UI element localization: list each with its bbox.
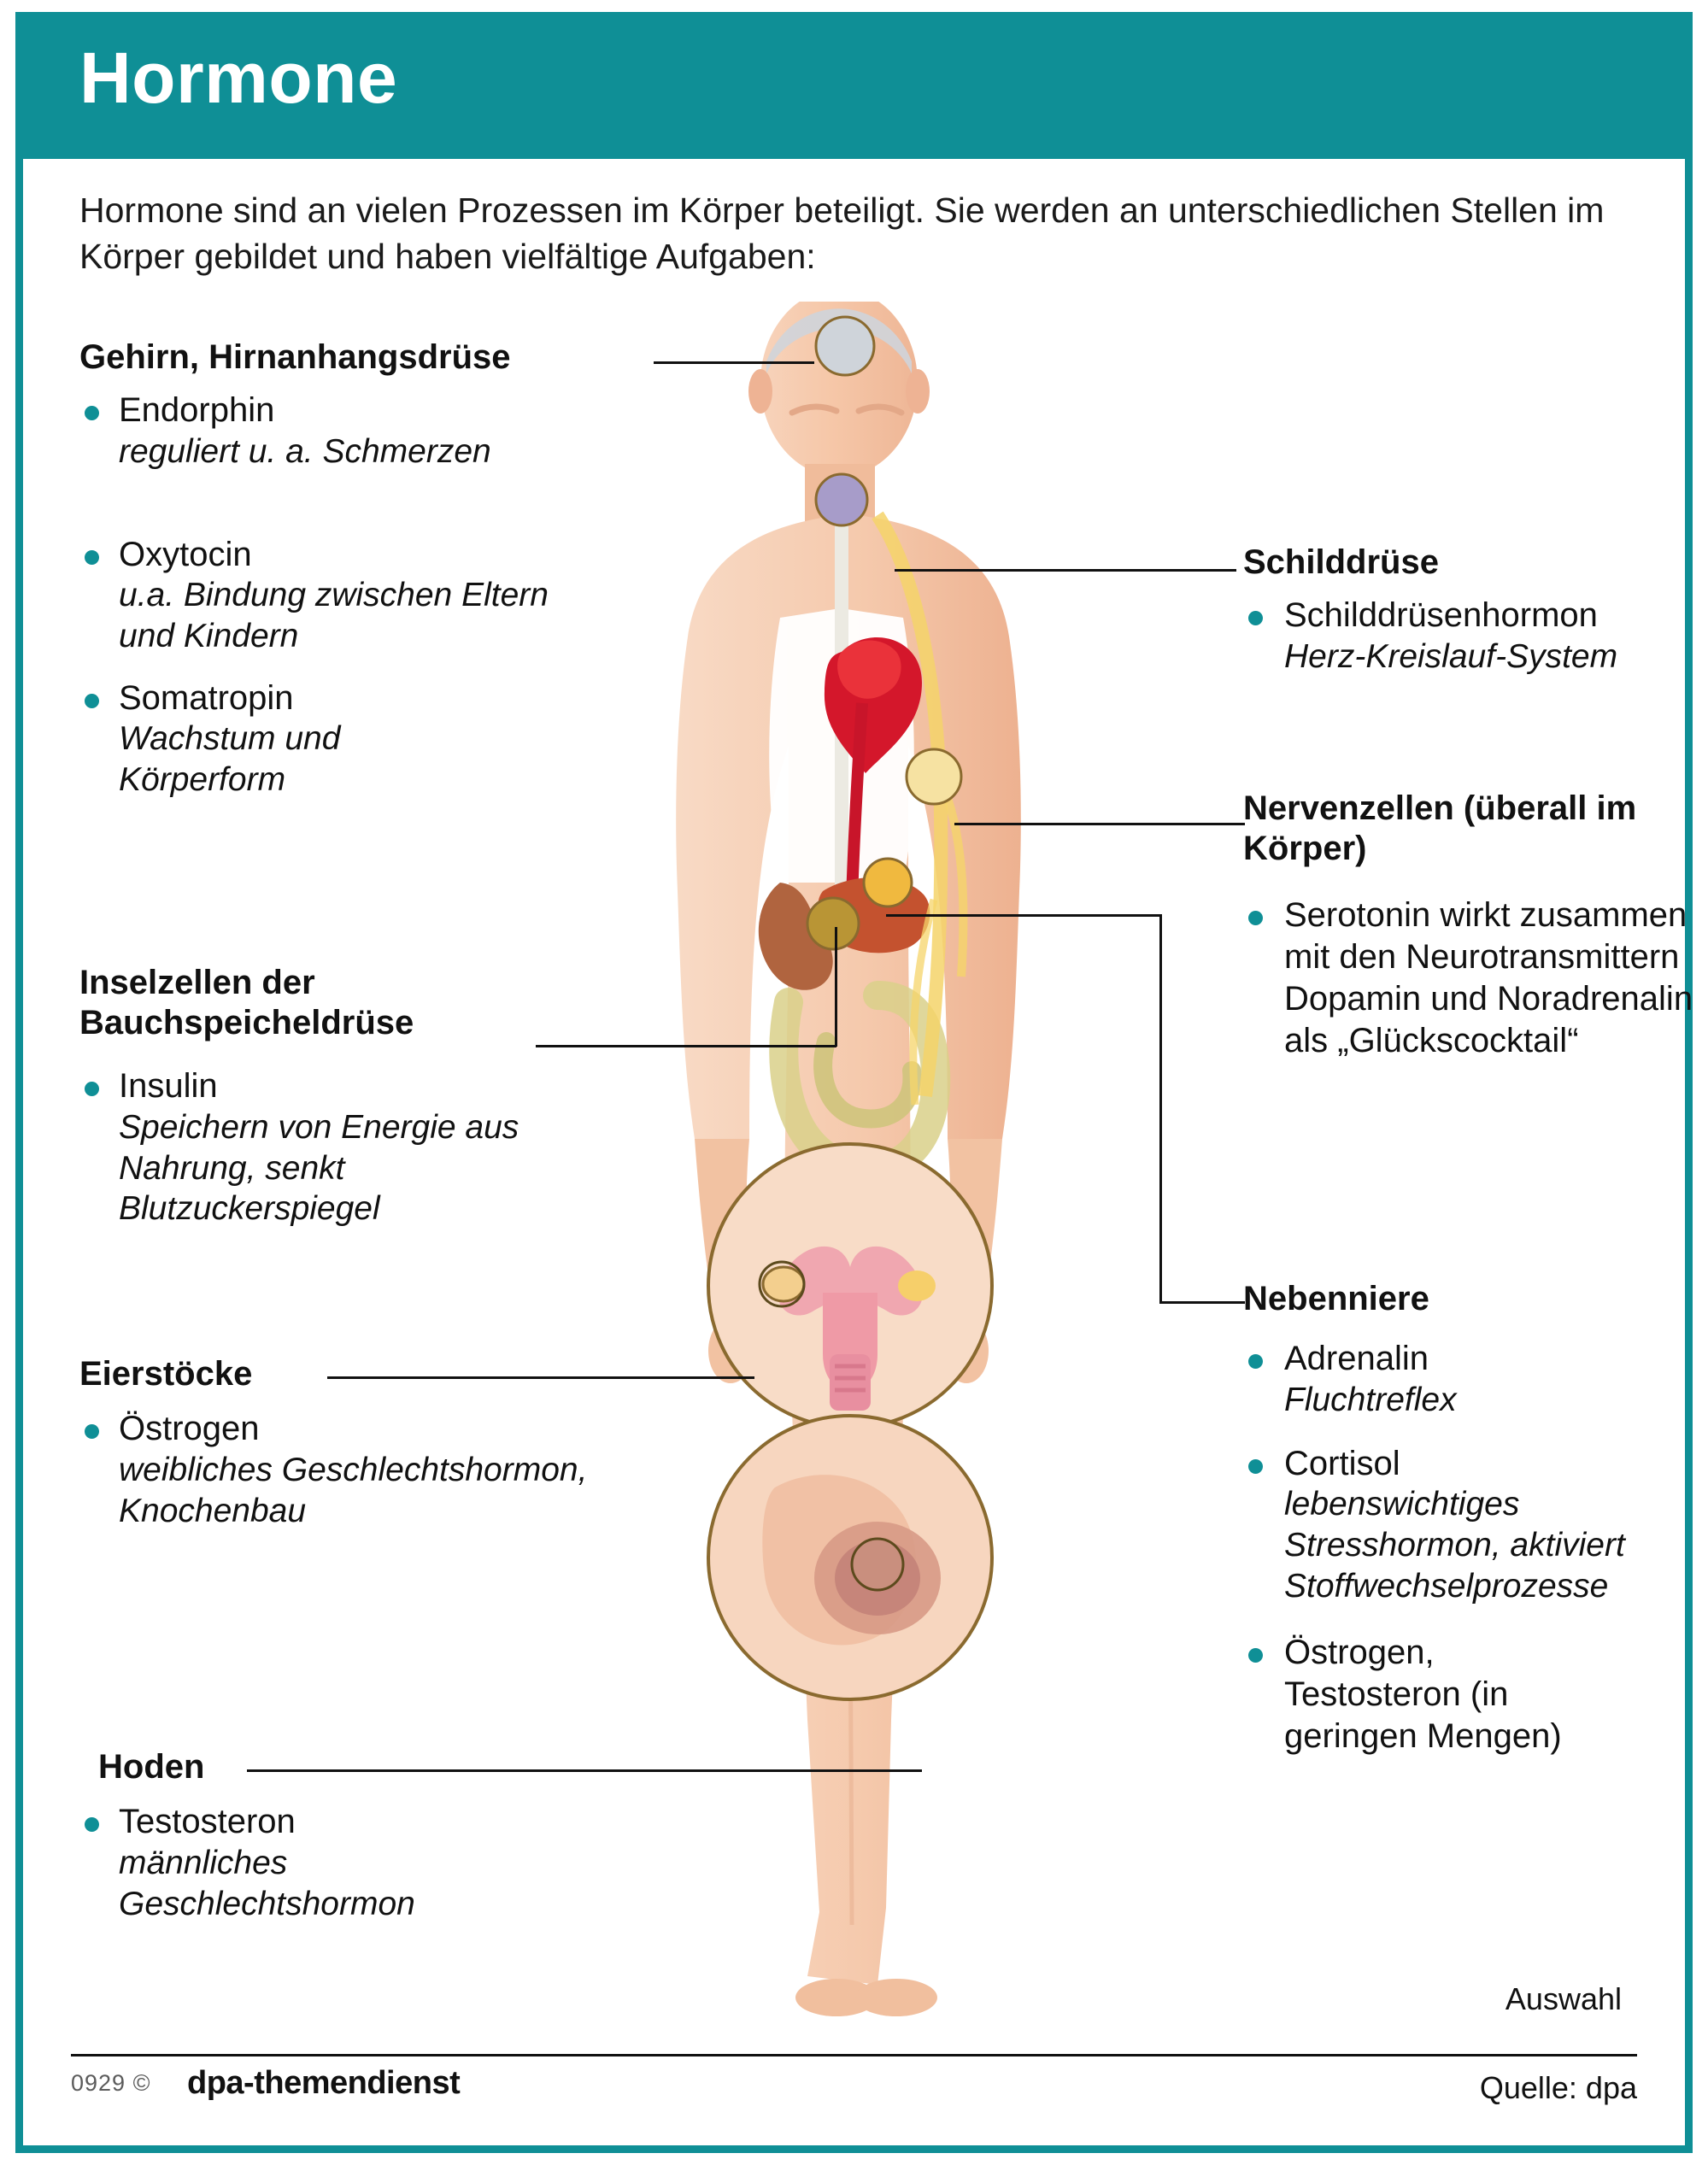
hormone-name: Adrenalin xyxy=(1284,1340,1429,1378)
section-eierstoecke xyxy=(79,1354,592,1531)
intro-text: Hormone sind an vielen Prozessen im Körper beteiligt. Sie werden an unterschiedlichen Stellen im Körper gebildet und haben vielfältige Aufgaben: xyxy=(79,191,1605,277)
hormone-name: Oxytocin xyxy=(119,535,252,573)
section-title: Inselzellen der Bauchspeicheldrüse xyxy=(79,964,414,1042)
section-nebenniere xyxy=(1243,1279,1705,1757)
bullet-dot xyxy=(1248,911,1263,925)
human-body-svg xyxy=(621,302,1151,2019)
hormone-name: Endorphin xyxy=(119,391,275,430)
leader-line-thyroid xyxy=(895,569,1236,572)
footer xyxy=(71,2063,1637,2115)
page-title: Hormone xyxy=(79,38,398,118)
section-title: Nebenniere xyxy=(1243,1280,1429,1317)
bullet-dot xyxy=(85,1082,99,1096)
hormone-desc: Fluchtreflex xyxy=(1284,1381,1457,1418)
list-item xyxy=(1243,1632,1705,1757)
list-item xyxy=(1243,1338,1705,1420)
figure-note: Auswahl xyxy=(1505,1981,1622,2016)
hormone-desc: Speichern von Energie aus Nahrung, senkt Blutzuckerspiegel xyxy=(119,1109,519,1228)
section-title: Schilddrüse xyxy=(1243,543,1439,581)
bullet-dot xyxy=(1248,1459,1263,1474)
hormone-desc: reguliert u. a. Schmerzen xyxy=(119,432,491,470)
hormone-name: Cortisol xyxy=(1284,1444,1400,1482)
bullet-dot xyxy=(85,1817,99,1832)
bullet-dot xyxy=(85,1424,99,1439)
hormone-desc: männliches Geschlechtshormon xyxy=(119,1844,415,1922)
section-title: Eierstöcke xyxy=(79,1355,253,1393)
list-item xyxy=(1243,595,1705,677)
list-item xyxy=(1243,895,1705,1061)
list-item xyxy=(79,1065,592,1229)
bullet-dot xyxy=(1248,1354,1263,1369)
leader-line-pancreas-vertical xyxy=(835,927,837,1047)
leader-line-adrenal-end xyxy=(1159,1301,1245,1304)
section-inselzellen xyxy=(79,963,592,1229)
section-title: Nervenzellen (überall im Körper) xyxy=(1243,789,1637,868)
bullet-dot xyxy=(85,694,99,708)
hormone-desc: Herz-Kreislauf-System xyxy=(1284,637,1618,675)
hormone-desc: weibliches Geschlechtshormon, Knochenbau xyxy=(119,1451,588,1529)
hormone-desc: Wachstum und Körperform xyxy=(119,720,341,798)
hormone-desc: u.a. Bindung zwischen Eltern und Kindern xyxy=(119,577,549,654)
bullet-dot xyxy=(85,406,99,420)
header-band xyxy=(23,20,1685,159)
hormone-name: Serotonin wirkt zusammen mit den Neurotransmittern Dopamin und Noradrenalin als „Glückscocktail“ xyxy=(1284,896,1693,1059)
hormone-name: Schilddrüsenhormon xyxy=(1284,596,1598,635)
leader-line-adrenal xyxy=(886,914,1161,917)
footer-code: 0929 © xyxy=(71,2070,151,2096)
hormone-name: Testosteron xyxy=(119,1803,296,1841)
hormone-name: Östrogen xyxy=(119,1410,260,1448)
section-gehirn xyxy=(79,337,626,800)
list-item xyxy=(79,1408,592,1531)
body-illustration xyxy=(621,302,1151,2019)
footer-source: Quelle: dpa xyxy=(1479,2070,1637,2105)
list-item xyxy=(79,534,626,657)
list-item xyxy=(79,678,626,801)
bullet-dot xyxy=(1248,611,1263,625)
list-item xyxy=(79,1801,592,1924)
hormone-name: Somatropin xyxy=(119,678,294,717)
hormone-name: Insulin xyxy=(119,1067,218,1106)
footer-divider xyxy=(71,2054,1637,2056)
section-schilddruese xyxy=(1243,543,1705,678)
poster-frame xyxy=(15,12,1693,2153)
footer-brand: dpa-themendienst xyxy=(187,2065,461,2101)
leader-line-brain xyxy=(654,361,814,364)
leader-line-adrenal-vertical xyxy=(1159,914,1162,1302)
section-hoden xyxy=(79,1747,592,1924)
bullet-dot xyxy=(85,550,99,565)
leader-line-nervecells xyxy=(954,823,1245,825)
hormone-name: Östrogen, Testosteron (in geringen Mengen) xyxy=(1284,1634,1562,1755)
list-item xyxy=(1243,1443,1705,1607)
section-title: Gehirn, Hirnanhangsdrüse xyxy=(79,338,511,376)
hormone-desc: lebenswichtiges Stresshormon, aktiviert Stoffwechselprozesse xyxy=(1284,1486,1625,1605)
section-title: Hoden xyxy=(98,1748,205,1786)
list-item xyxy=(79,390,626,472)
bullet-dot xyxy=(1248,1648,1263,1663)
section-nervenzellen xyxy=(1243,789,1705,1062)
